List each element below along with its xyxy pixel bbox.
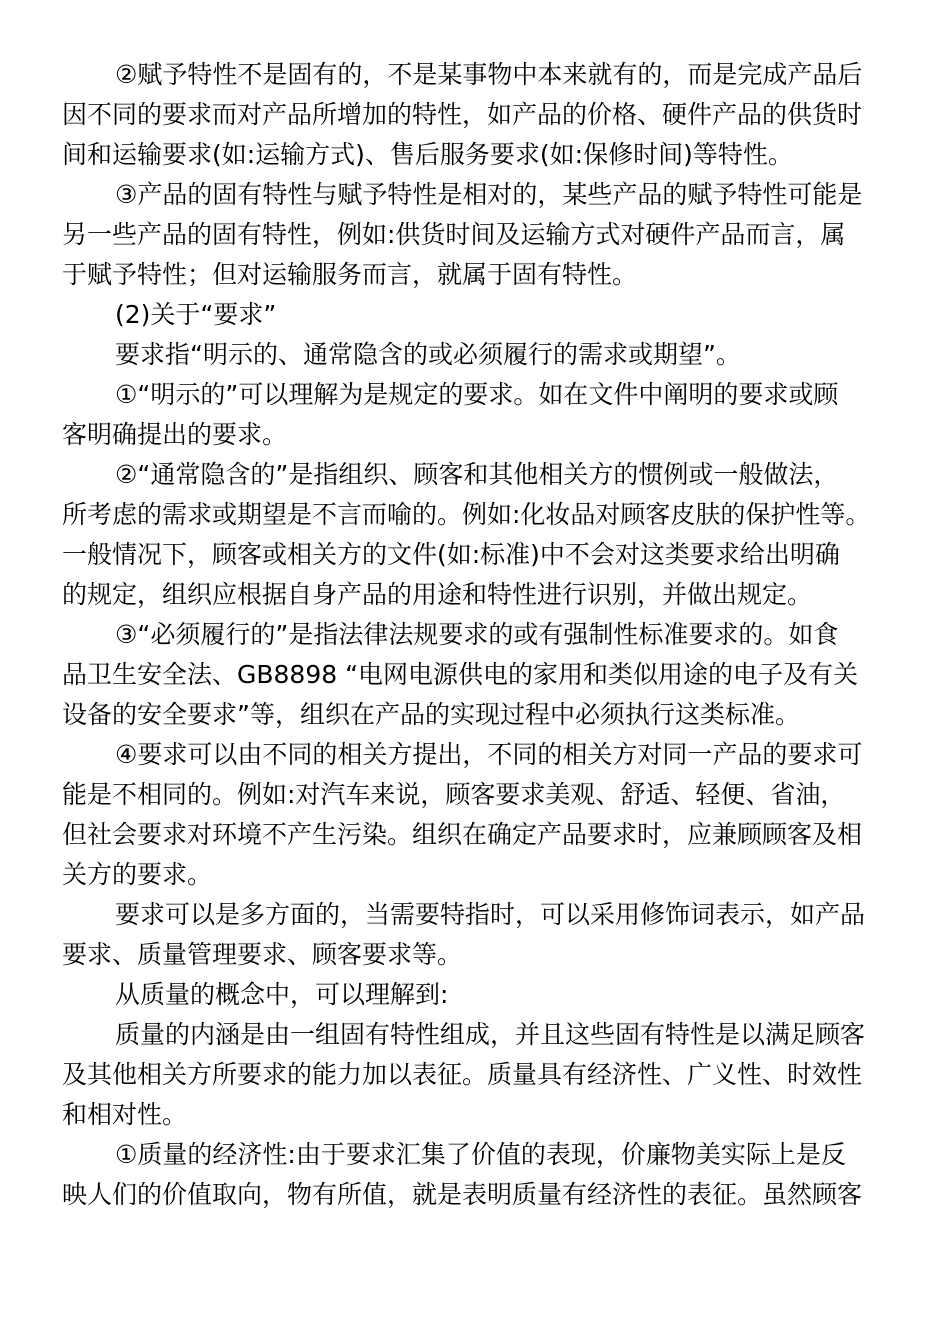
- section-heading: (2)关于“要求”: [115, 300, 277, 329]
- text-line: 从质量的概念中，可以理解到:: [115, 980, 449, 1009]
- text-line: 客明确提出的要求。: [62, 420, 288, 449]
- text-line: 要求指“明示的、通常隐含的或必须履行的需求或期望”。: [115, 340, 741, 369]
- text-line: 映人们的价值取向，物有所值，就是表明质量有经济性的表征。虽然顾客: [62, 1180, 863, 1209]
- text-line: ③“必须履行的”是指法律法规要求的或有强制性标准要求的。如食: [115, 620, 839, 649]
- text-line: 因不同的要求而对产品所增加的特性，如产品的价格、硬件产品的供货时: [62, 100, 863, 129]
- text-line: ①“明示的”可以理解为是规定的要求。如在文件中阐明的要求或顾: [115, 380, 839, 409]
- text-line: 要求可以是多方面的，当需要特指时，可以采用修饰词表示，如产品: [115, 900, 866, 929]
- text-line: 但社会要求对环境不产生污染。组织在确定产品要求时，应兼顾顾客及相: [62, 820, 863, 849]
- text-line: 设备的安全要求”等，组织在产品的实现过程中必须执行这类标准。: [62, 700, 800, 729]
- text-line: 质量的内涵是由一组固有特性组成，并且这些固有特性是以满足顾客: [115, 1020, 866, 1049]
- text-line: 及其他相关方所要求的能力加以表征。质量具有经济性、广义性、时效性: [62, 1060, 863, 1089]
- text-line: ③产品的固有特性与赋予特性是相对的，某些产品的赋予特性可能是: [115, 180, 863, 209]
- text-line: 另一些产品的固有特性，例如:供货时间及运输方式对硬件产品而言，属: [62, 220, 846, 249]
- text-line: 一般情况下，顾客或相关方的文件(如:标准)中不会对这类要求给出明确: [62, 540, 840, 569]
- text-line: ②赋予特性不是固有的，不是某事物中本来就有的，而是完成产品后: [115, 60, 863, 89]
- text-line: 所考虑的需求或期望是不言而喻的。例如:化妆品对顾客皮肤的保护性等。: [62, 500, 871, 529]
- text-line: 间和运输要求(如:运输方式)、售后服务要求(如:保修时间)等特性。: [62, 140, 793, 169]
- text-line: 的规定，组织应根据自身产品的用途和特性进行识别，并做出规定。: [62, 580, 813, 609]
- text-line: 要求、质量管理要求、顾客要求等。: [62, 940, 463, 969]
- text-line: ②“通常隐含的”是指组织、顾客和其他相关方的惯例或一般做法，: [115, 460, 839, 489]
- text-line: ④要求可以由不同的相关方提出，不同的相关方对同一产品的要求可: [115, 740, 863, 769]
- text-line: 能是不相同的。例如:对汽车来说，顾客要求美观、舒适、轻便、省油，: [62, 780, 846, 809]
- text-line: 品卫生安全法、GB8898 “电网电源供电的家用和类似用途的电子及有关: [62, 660, 859, 689]
- text-line: ①质量的经济性:由于要求汇集了价值的表现，价廉物美实际上是反: [115, 1140, 846, 1169]
- text-line: 关方的要求。: [62, 860, 213, 889]
- text-line: 和相对性。: [62, 1100, 188, 1129]
- text-line: 于赋予特性；但对运输服务而言，就属于固有特性。: [62, 260, 638, 289]
